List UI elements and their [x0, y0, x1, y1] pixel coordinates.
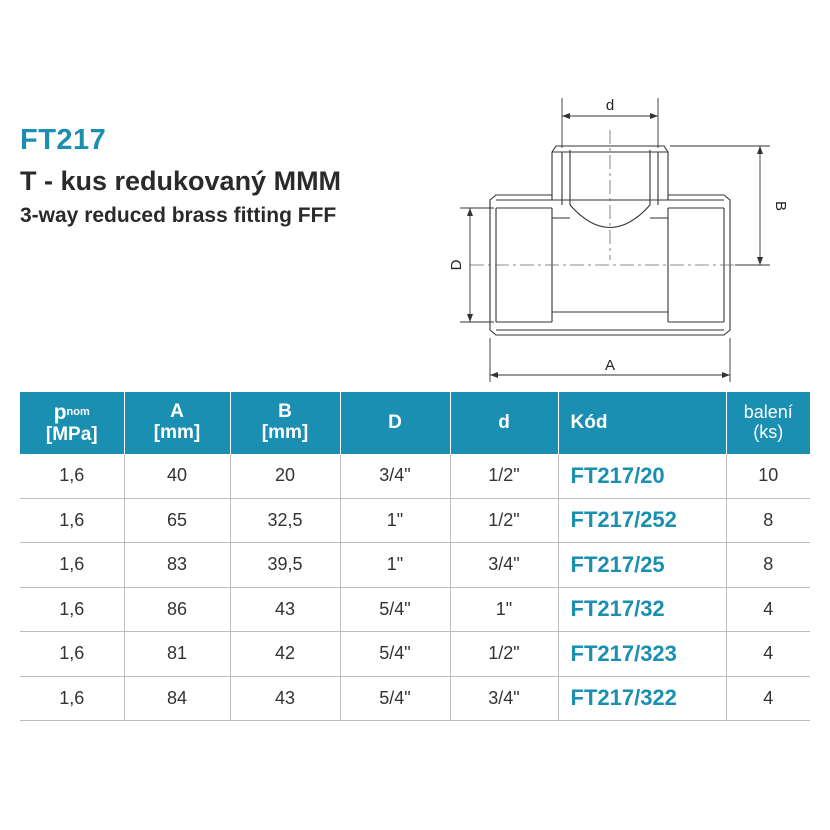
table-header-row: [20, 392, 810, 454]
header-pnom: $p^{nom}$ [MPa]: [20, 392, 124, 454]
cell-a: 81: [124, 632, 230, 677]
cell-b: 42: [230, 632, 340, 677]
spec-table: [20, 392, 810, 721]
table-row: [20, 454, 810, 498]
cell-pnom: 1,6: [20, 632, 124, 677]
header-kod: Kód: [558, 392, 726, 454]
cell-d: 1": [450, 587, 558, 632]
cell-D: 5/4": [340, 676, 450, 721]
cell-pnom: 1,6: [20, 498, 124, 543]
header-b: B [mm]: [230, 392, 340, 454]
cell-kod: FT217/323: [558, 632, 726, 677]
cell-kod: FT217/20: [558, 454, 726, 498]
table-row: [20, 587, 810, 632]
table-row: [20, 498, 810, 543]
dim-label-A: A: [604, 357, 616, 374]
cell-pack: 4: [726, 632, 810, 677]
cell-b: 43: [230, 587, 340, 632]
cell-d: 3/4": [450, 543, 558, 588]
table-row: [20, 543, 810, 588]
cell-pnom: 1,6: [20, 454, 124, 498]
header-pack: balení (ks): [726, 392, 810, 454]
cell-a: 83: [124, 543, 230, 588]
cell-pack: 8: [726, 498, 810, 543]
cell-pack: 10: [726, 454, 810, 498]
cell-a: 86: [124, 587, 230, 632]
cell-d: 1/2": [450, 498, 558, 543]
cell-b: 32,5: [230, 498, 340, 543]
cell-b: 43: [230, 676, 340, 721]
cell-d: 1/2": [450, 632, 558, 677]
product-code: FT217: [20, 124, 107, 156]
dim-label-d: d: [605, 97, 615, 114]
header-a: A [mm]: [124, 392, 230, 454]
cell-D: 1": [340, 543, 450, 588]
cell-pack: 8: [726, 543, 810, 588]
cell-d: 1/2": [450, 454, 558, 498]
cell-kod: FT217/32: [558, 587, 726, 632]
cell-a: 84: [124, 676, 230, 721]
cell-D: 5/4": [340, 632, 450, 677]
product-title-en: 3-way reduced brass fitting FFF: [20, 204, 337, 227]
table-row: [20, 632, 810, 677]
cell-pnom: 1,6: [20, 543, 124, 588]
cell-a: 65: [124, 498, 230, 543]
cell-b: 39,5: [230, 543, 340, 588]
cell-b: 20: [230, 454, 340, 498]
cell-d: 3/4": [450, 676, 558, 721]
cell-D: 3/4": [340, 454, 450, 498]
cell-pack: 4: [726, 676, 810, 721]
dim-label-D: D: [448, 259, 465, 271]
product-title-cz: T - kus redukovaný MMM: [20, 166, 342, 196]
header-D: D: [340, 392, 450, 454]
dim-label-B: B: [772, 200, 789, 212]
cell-D: 1": [340, 498, 450, 543]
cell-kod: FT217/25: [558, 543, 726, 588]
tee-fitting-drawing: [440, 90, 790, 390]
cell-pnom: 1,6: [20, 587, 124, 632]
header-d: d: [450, 392, 558, 454]
cell-kod: FT217/322: [558, 676, 726, 721]
table-row: [20, 676, 810, 721]
cell-pack: 4: [726, 587, 810, 632]
cell-pnom: 1,6: [20, 676, 124, 721]
cell-a: 40: [124, 454, 230, 498]
cell-D: 5/4": [340, 587, 450, 632]
cell-kod: FT217/252: [558, 498, 726, 543]
